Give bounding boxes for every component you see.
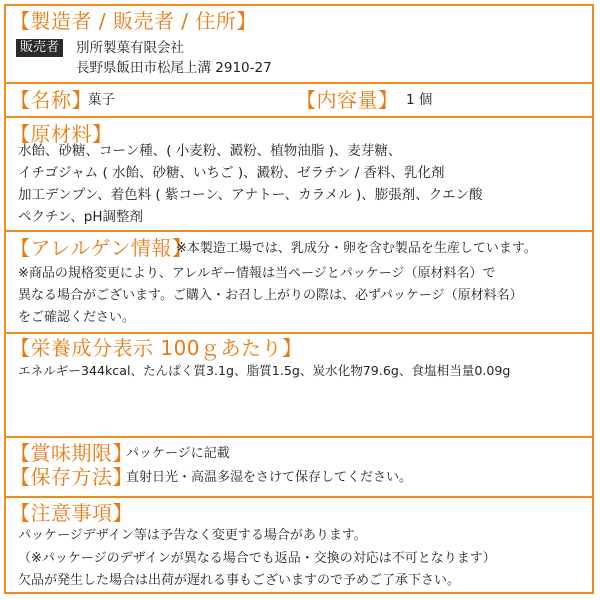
expiry-value: パッケージに記載	[126, 446, 230, 461]
name-section	[6, 84, 592, 116]
ingredients-line: ペクチン、pH調整剤	[18, 209, 143, 225]
manufacturer-heading: 【製造者 / 販売者 / 住所】	[10, 9, 257, 33]
ingredients-section	[6, 118, 592, 230]
ingredients-line: 水飴、砂糖、コーン種、( 小麦粉、澱粉、植物油脂 )、麦芽糖、	[18, 143, 402, 159]
ingredients-line: 加工デンプン、着色料 ( 紫コーン、アナトー、カラメル )、膨張剤、クエン酸	[18, 187, 483, 203]
nutrition-section	[6, 334, 592, 436]
nutrition-label: 【栄養成分表示 100ｇあたり】	[10, 336, 303, 360]
expiry-label: 【賞味期限】	[10, 441, 133, 465]
caution-line: パッケージデザイン等は予告なく変更する場合があります。	[18, 528, 367, 543]
allergy-line: 異なる場合がございます。ご購入・お召し上がりの際は、必ずパッケージ（原材料名）	[18, 288, 523, 303]
name-label: 【名称】	[10, 88, 92, 112]
company-address: 長野県飯田市松尾上溝 2910-27	[76, 60, 272, 76]
allergy-line: をご確認ください。	[18, 310, 136, 325]
storage-label: 【保存方法】	[10, 465, 133, 489]
allergy-section	[6, 232, 592, 332]
company-name: 別所製菓有限会社	[76, 40, 184, 56]
content-label: 【内容量】	[296, 88, 399, 112]
caution-line: （※パッケージのデザインが異なる場合でも返品・交換の対応は不可となります）	[18, 551, 496, 566]
caution-line: 欠品が発生した場合は出荷が遅れる事もございますので予めご了承下さい。	[18, 573, 461, 588]
seller-badge: 販売者	[16, 39, 63, 57]
allergy-note: ※本製造工場では、乳成分・卵を含む製品を生産しています。	[176, 241, 537, 256]
product-info-sheet	[4, 4, 594, 594]
allergy-line: ※商品の規格変更により、アレルギー情報は当ページとパッケージ（原材料名）で	[18, 266, 496, 281]
expiry-storage-section	[6, 438, 592, 494]
caution-section	[6, 498, 592, 594]
content-value: 1 個	[406, 92, 433, 108]
ingredients-label: 【原材料】	[10, 122, 113, 146]
caution-label: 【注意事項】	[10, 501, 133, 525]
ingredients-line: イチゴジャム ( 水飴、砂糖、いちご )、澱粉、ゼラチン / 香料、乳化剤	[18, 165, 445, 181]
storage-value: 直射日光・高温多湿をさけて保存してください。	[126, 470, 413, 485]
name-value: 菓子	[88, 92, 115, 108]
allergy-label: 【アレルゲン情報】	[10, 236, 193, 260]
manufacturer-section	[6, 6, 592, 82]
nutrition-values: エネルギー344kcal、たんぱく質3.1g、脂質1.5g、炭水化物79.6g、食塩相当量0.09g	[18, 363, 511, 378]
